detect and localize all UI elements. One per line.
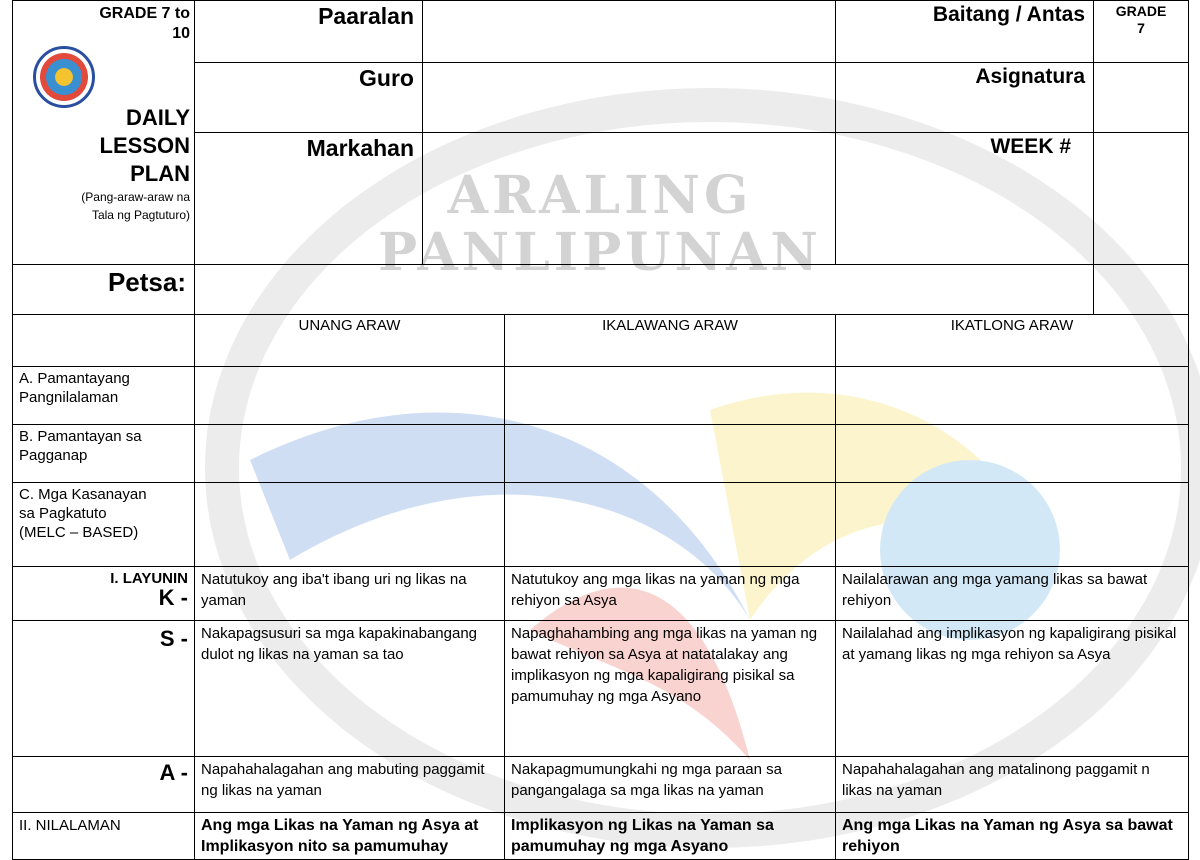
standard-a-line1: A. Pamantayang	[19, 370, 130, 387]
title-line3: PLAN	[130, 161, 190, 186]
nilalaman-day3[interactable]: Ang mga Likas na Yaman ng Asya sa bawat rehiyon	[836, 813, 1189, 860]
s-label-cell	[13, 621, 195, 757]
watermark-line2: PANLIPUNAN	[378, 222, 822, 283]
nilalaman-day2[interactable]: Implikasyon ng Likas na Yaman sa pamumuhay ng mga Asyano	[505, 813, 836, 860]
asignatura-label: Asignatura	[836, 63, 1094, 133]
objective-a-day3[interactable]: Napahahalagahan ang matalinong paggamit n likas na yaman	[836, 757, 1189, 813]
standard-c-line2: sa Pagkatuto	[19, 505, 107, 522]
grade-range-line2: 10	[172, 25, 190, 42]
objective-k-day3[interactable]: Nailalarawan ang mga yamang likas sa bawat rehiyon	[836, 567, 1189, 621]
day-header-blank	[13, 315, 195, 367]
title-line2: LESSON	[99, 133, 190, 158]
standard-a-day2[interactable]	[505, 367, 836, 425]
standard-label-b	[13, 425, 195, 483]
layunin-label: I. LAYUNIN	[110, 570, 188, 587]
guro-label: Guro	[195, 63, 423, 133]
standard-a-line2: Pangnilalaman	[19, 389, 119, 406]
standard-b-line1: B. Pamantayan sa	[19, 428, 142, 445]
petsa-label: Petsa:	[13, 265, 195, 315]
k-label: K -	[158, 585, 188, 610]
standard-b-day2[interactable]	[505, 425, 836, 483]
a-label: A -	[159, 760, 188, 785]
standard-b-day3[interactable]	[836, 425, 1189, 483]
guro-field[interactable]	[423, 63, 836, 133]
standard-label-c	[13, 483, 195, 567]
standard-c-day1[interactable]	[195, 483, 505, 567]
standard-c-line1: C. Mga Kasanayan	[19, 486, 147, 503]
standard-c-day2[interactable]	[505, 483, 836, 567]
title-line1: DAILY	[126, 105, 190, 130]
a-label-cell	[13, 757, 195, 813]
subtitle-line1: (Pang-araw-araw na	[81, 190, 190, 204]
objective-a-day2[interactable]: Nakapagmumungkahi ng mga paraan sa pangangalaga sa mga likas na yaman	[505, 757, 836, 813]
paaralan-field[interactable]	[423, 1, 836, 63]
markahan-label: Markahan	[195, 133, 423, 265]
objective-k-day1[interactable]: Natutukoy ang iba't ibang uri ng likas na yaman	[195, 567, 505, 621]
watermark-line1: ARALING	[447, 165, 753, 226]
nilalaman-day1[interactable]: Ang mga Likas na Yaman ng Asya at Implikasyon nito sa pamumuhay	[195, 813, 505, 860]
asignatura-field[interactable]	[1094, 63, 1189, 133]
grade-range-line1: GRADE 7 to	[99, 5, 190, 22]
standard-b-day1[interactable]	[195, 425, 505, 483]
markahan-field[interactable]	[423, 133, 836, 265]
deped-seal-icon	[33, 46, 95, 108]
day-header-1: UNANG ARAW	[195, 315, 505, 367]
layunin-k-label-cell	[13, 567, 195, 621]
baitang-value[interactable]	[1094, 1, 1189, 63]
baitang-value-line1: GRADE	[1115, 3, 1167, 19]
objective-s-day1[interactable]: Nakapagsusuri sa mga kapakinabangang dulot ng likas na yaman sa tao	[195, 621, 505, 757]
petsa-field[interactable]	[195, 265, 1094, 315]
week-label: WEEK #	[836, 133, 1094, 265]
daily-lesson-plan-table	[12, 0, 1189, 860]
nilalaman-label: II. NILALAMAN	[13, 813, 195, 860]
s-label: S -	[159, 626, 188, 651]
objective-a-day1[interactable]: Napahahalagahan ang mabuting paggamit ng likas na yaman	[195, 757, 505, 813]
standard-label-a	[13, 367, 195, 425]
day-header-2: IKALAWANG ARAW	[505, 315, 836, 367]
subtitle-line2: Tala ng Pagtuturo)	[91, 208, 190, 222]
objective-s-day2[interactable]: Napaghahambing ang mga likas na yaman ng bawat rehiyon sa Asya at natatalakay ang implikasyon ng mga kapaligirang pisikal sa pamumuhay ng mga Asyano	[505, 621, 836, 757]
standard-c-line3: (MELC – BASED)	[19, 524, 139, 541]
baitang-value-line2: 7	[1137, 20, 1145, 36]
standard-a-day3[interactable]	[836, 367, 1189, 425]
day-header-3: IKATLONG ARAW	[836, 315, 1189, 367]
paaralan-label: Paaralan	[195, 1, 423, 63]
objective-s-day3[interactable]: Nailalahad ang implikasyon ng kapaligirang pisikal at yamang likas ng mga rehiyon sa Asya	[836, 621, 1189, 757]
header-brand-cell	[13, 1, 195, 265]
week-field[interactable]	[1094, 133, 1189, 265]
standard-a-day1[interactable]	[195, 367, 505, 425]
objective-k-day2[interactable]: Natutukoy ang mga likas na yaman ng mga rehiyon sa Asya	[505, 567, 836, 621]
petsa-extra-field[interactable]	[1094, 265, 1189, 315]
standard-c-day3[interactable]	[836, 483, 1189, 567]
baitang-label: Baitang / Antas	[836, 1, 1094, 63]
standard-b-line2: Pagganap	[19, 447, 88, 464]
